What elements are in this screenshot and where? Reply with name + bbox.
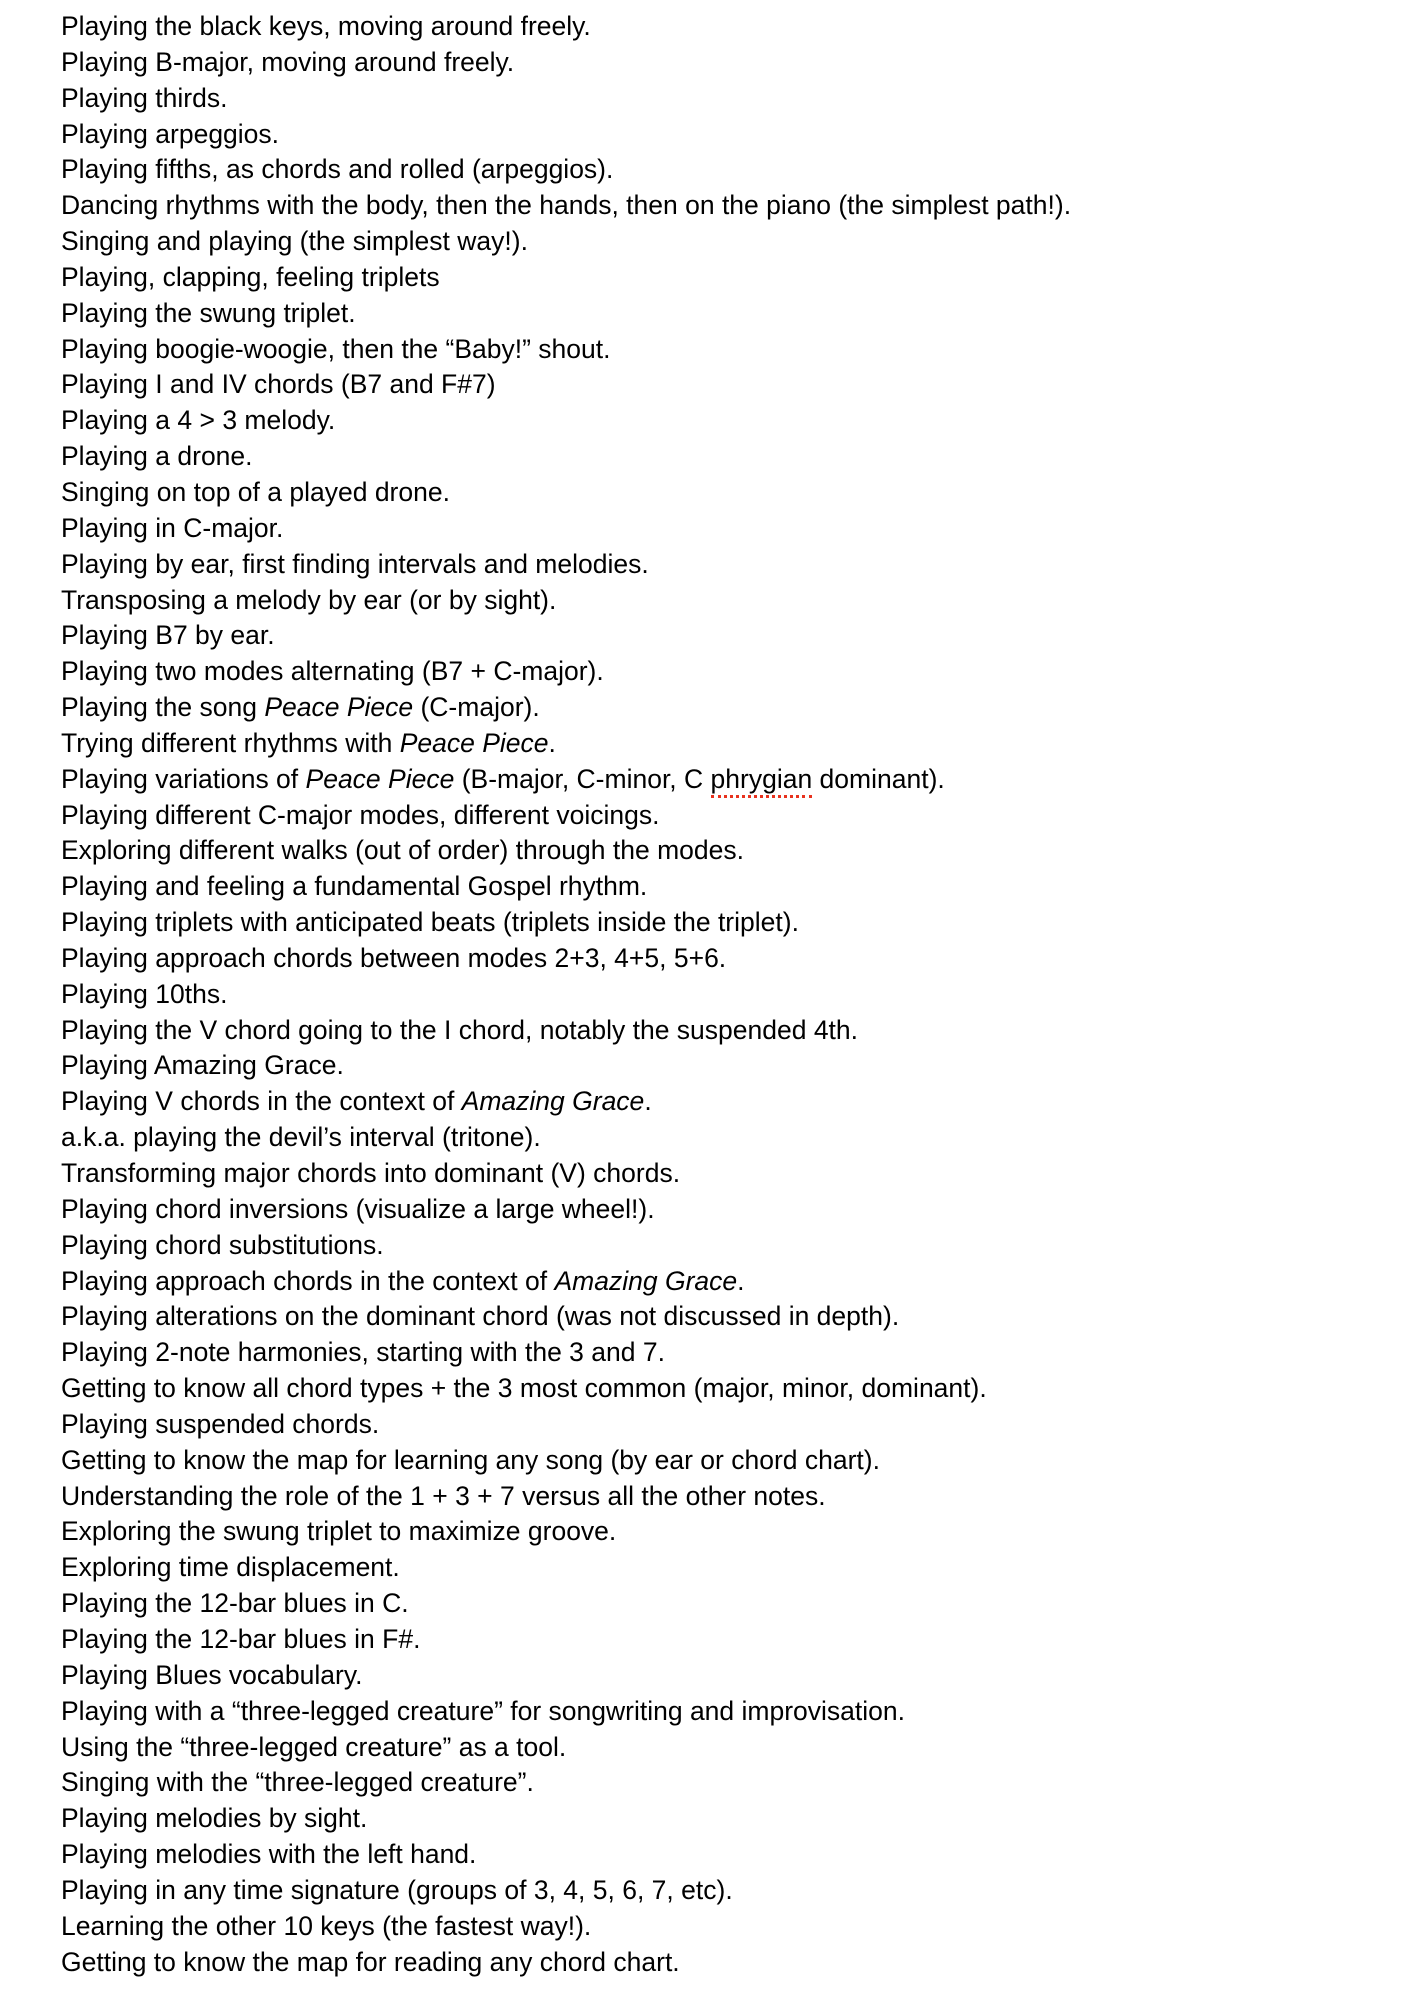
text-line: [61, 367, 1382, 403]
text-line: [61, 726, 1382, 762]
text-segment: Playing B7 by ear.: [61, 620, 275, 651]
text-segment: Playing melodies by sight.: [61, 1803, 368, 1834]
text-segment: Playing a 4 > 3 melody.: [61, 405, 336, 436]
text-line: [61, 152, 1382, 188]
text-line: [61, 1228, 1382, 1264]
text-segment: Playing chord inversions (visualize a large wheel!).: [61, 1193, 655, 1224]
text-segment: (B-major, C-minor, C: [454, 763, 711, 794]
text-segment: Playing melodies with the left hand.: [61, 1839, 477, 1870]
text-segment: Playing the black keys, moving around freely.: [61, 11, 591, 41]
italic-text-segment: Peace Piece: [264, 692, 414, 723]
text-line: [61, 45, 1382, 81]
text-line: [61, 1264, 1382, 1300]
text-line: [61, 81, 1382, 117]
text-line: [61, 188, 1382, 224]
text-line: [61, 1443, 1382, 1479]
text-segment: Getting to know the map for reading any chord chart.: [61, 1946, 680, 1977]
text-segment: Playing triplets with anticipated beats (triplets inside the triplet).: [61, 907, 799, 938]
text-segment: Playing by ear, first finding intervals and melodies.: [61, 548, 649, 579]
text-segment: .: [644, 1086, 652, 1117]
text-line: [61, 1299, 1382, 1335]
text-segment: Playing 10ths.: [61, 978, 228, 1009]
text-segment: Transposing a melody by ear (or by sight).: [61, 584, 557, 615]
text-line: [61, 1156, 1382, 1192]
text-segment: (C-major).: [413, 692, 540, 723]
text-segment: Playing with a “three-legged creature” for songwriting and improvisation.: [61, 1695, 906, 1726]
text-line: [61, 583, 1382, 619]
text-segment: a.k.a. playing the devil’s interval (tritone).: [61, 1122, 541, 1153]
text-segment: Playing the 12-bar blues in C.: [61, 1588, 409, 1619]
italic-text-segment: Amazing Grace: [461, 1086, 645, 1117]
text-line: [61, 260, 1382, 296]
text-line: [61, 654, 1382, 690]
document-body: [61, 9, 1382, 1980]
text-segment: Playing in any time signature (groups of 3, 4, 5, 6, 7, etc).: [61, 1874, 733, 1905]
text-line: [61, 296, 1382, 332]
text-segment: Playing fifths, as chords and rolled (arpeggios).: [61, 154, 614, 185]
text-line: [61, 1335, 1382, 1371]
text-segment: .: [737, 1265, 745, 1296]
text-segment: Getting to know all chord types + the 3 most common (major, minor, dominant).: [61, 1373, 987, 1404]
text-segment: Playing approach chords between modes 2+3, 4+5, 5+6.: [61, 942, 727, 973]
text-line: [61, 511, 1382, 547]
text-segment: Playing Blues vocabulary.: [61, 1659, 363, 1690]
text-segment: Playing in C-major.: [61, 512, 284, 543]
misspelled-word: phrygian: [711, 764, 813, 798]
text-segment: Playing chord substitutions.: [61, 1229, 384, 1260]
text-segment: Trying different rhythms with: [61, 727, 400, 758]
text-segment: Playing two modes alternating (B7 + C-major).: [61, 656, 604, 687]
text-line: [61, 224, 1382, 260]
text-line: [61, 1048, 1382, 1084]
text-line: [61, 1120, 1382, 1156]
text-segment: Playing approach chords in the context of: [61, 1265, 555, 1296]
text-line: [61, 941, 1382, 977]
text-line: [61, 1730, 1382, 1766]
text-line: [61, 1658, 1382, 1694]
text-line: [61, 798, 1382, 834]
text-line: [61, 1622, 1382, 1658]
text-segment: Singing on top of a played drone.: [61, 476, 450, 507]
text-line: [61, 1371, 1382, 1407]
text-segment: .: [548, 727, 556, 758]
text-line: [61, 977, 1382, 1013]
text-segment: Playing thirds.: [61, 82, 228, 113]
text-segment: Singing with the “three-legged creature”.: [61, 1767, 534, 1798]
text-line: [61, 1550, 1382, 1586]
text-line: [61, 1514, 1382, 1550]
text-segment: Playing alterations on the dominant chord (was not discussed in depth).: [61, 1301, 900, 1332]
text-line: [61, 9, 1382, 45]
text-segment: Playing the song: [61, 692, 265, 723]
text-segment: Understanding the role of the 1 + 3 + 7 versus all the other notes.: [61, 1480, 826, 1511]
text-line: [61, 117, 1382, 153]
text-line: [61, 1765, 1382, 1801]
text-line: [61, 1407, 1382, 1443]
text-segment: Playing different C-major modes, different voicings.: [61, 799, 660, 830]
text-line: [61, 1873, 1382, 1909]
text-line: [61, 833, 1382, 869]
text-line: [61, 1479, 1382, 1515]
text-line: [61, 1801, 1382, 1837]
text-segment: Playing I and IV chords (B7 and F#7): [61, 369, 496, 400]
text-line: [61, 905, 1382, 941]
text-segment: Playing the 12-bar blues in F#.: [61, 1623, 421, 1654]
text-line: [61, 1694, 1382, 1730]
italic-text-segment: Peace Piece: [399, 727, 549, 758]
text-line: [61, 1909, 1382, 1945]
italic-text-segment: Peace Piece: [305, 763, 455, 794]
text-segment: Playing Amazing Grace.: [61, 1050, 344, 1081]
text-line: [61, 690, 1382, 726]
text-segment: Exploring different walks (out of order) through the modes.: [61, 835, 744, 866]
text-segment: Playing arpeggios.: [61, 118, 280, 149]
text-segment: Playing and feeling a fundamental Gospel rhythm.: [61, 871, 648, 902]
text-line: [61, 547, 1382, 583]
text-line: [61, 1586, 1382, 1622]
text-line: [61, 1013, 1382, 1049]
text-segment: Playing variations of: [61, 763, 306, 794]
text-line: [61, 1837, 1382, 1873]
text-line: [61, 869, 1382, 905]
text-line: [61, 1192, 1382, 1228]
text-segment: Playing a drone.: [61, 441, 253, 472]
text-segment: Learning the other 10 keys (the fastest way!).: [61, 1910, 592, 1941]
text-segment: Playing V chords in the context of: [61, 1086, 462, 1117]
text-segment: dominant).: [812, 763, 945, 794]
text-line: [61, 403, 1382, 439]
text-line: [61, 475, 1382, 511]
text-segment: Using the “three-legged creature” as a tool.: [61, 1731, 567, 1762]
text-line: [61, 332, 1382, 368]
text-segment: Playing the V chord going to the I chord, notably the suspended 4th.: [61, 1014, 859, 1045]
text-segment: Playing B-major, moving around freely.: [61, 46, 515, 77]
text-segment: Getting to know the map for learning any song (by ear or chord chart).: [61, 1444, 880, 1475]
text-segment: Playing, clapping, feeling triplets: [61, 261, 440, 292]
text-segment: Playing suspended chords.: [61, 1408, 380, 1439]
text-segment: Dancing rhythms with the body, then the hands, then on the piano (the simplest path!).: [61, 190, 1072, 221]
text-segment: Exploring time displacement.: [61, 1552, 400, 1583]
text-segment: Transforming major chords into dominant (V) chords.: [61, 1158, 681, 1188]
text-line: [61, 618, 1382, 654]
text-segment: Exploring the swung triplet to maximize groove.: [61, 1516, 617, 1547]
text-line: [61, 439, 1382, 475]
text-segment: Playing 2-note harmonies, starting with the 3 and 7.: [61, 1337, 665, 1368]
italic-text-segment: Amazing Grace: [554, 1265, 738, 1296]
text-segment: Playing boogie-woogie, then the “Baby!” shout.: [61, 333, 611, 364]
text-line: [61, 1084, 1382, 1120]
text-line: [61, 762, 1382, 798]
text-line: [61, 1945, 1382, 1981]
text-segment: Singing and playing (the simplest way!).: [61, 226, 528, 257]
text-segment: Playing the swung triplet.: [61, 297, 356, 328]
